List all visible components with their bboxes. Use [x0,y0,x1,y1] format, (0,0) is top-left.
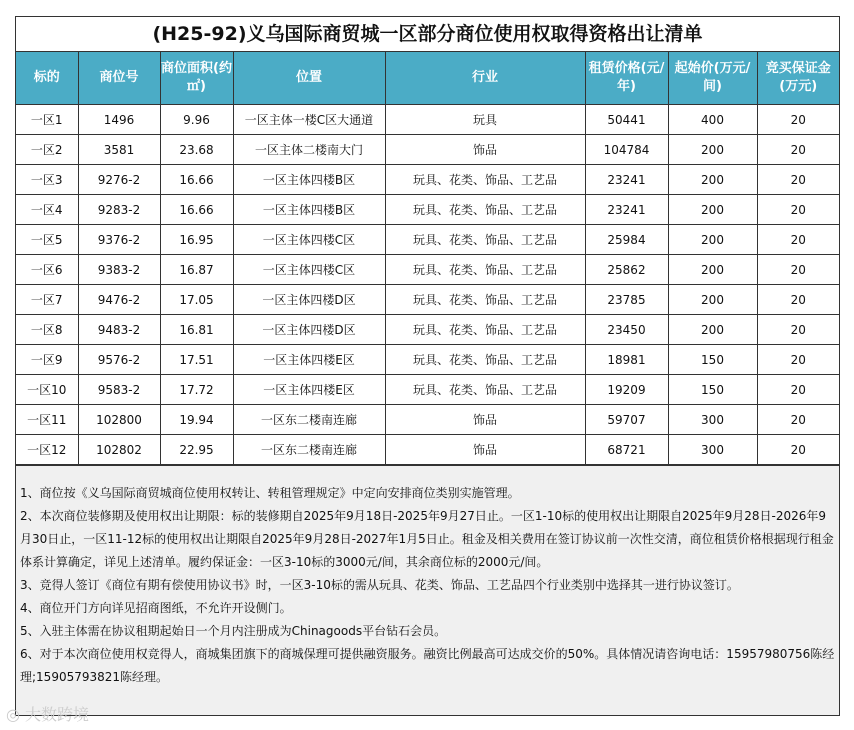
table-cell: 一区主体四楼E区 [233,345,385,375]
table-cell: 20 [757,375,839,405]
table-cell: 玩具、花类、饰品、工艺品 [385,315,585,345]
table-row [16,225,839,255]
table-cell: 23785 [585,285,668,315]
table-cell: 9476-2 [78,285,160,315]
table-cell: 200 [668,165,757,195]
table-cell: 23450 [585,315,668,345]
notes-section [16,465,839,715]
table-cell: 玩具、花类、饰品、工艺品 [385,345,585,375]
table-cell: 20 [757,435,839,465]
table-cell: 一区3 [16,165,78,195]
table-row [16,195,839,225]
table-cell: 9276-2 [78,165,160,195]
table-cell: 17.51 [160,345,233,375]
column-header: 位置 [233,52,385,105]
column-header: 起始价(万元/间) [668,52,757,105]
table-cell: 16.87 [160,255,233,285]
table-cell: 20 [757,315,839,345]
table-cell: 一区主体二楼南大门 [233,135,385,165]
column-header: 行业 [385,52,585,105]
table-cell: 200 [668,135,757,165]
note-item: 1、商位按《义乌国际商贸城商位使用权转让、转租管理规定》中定向安排商位类别实施管理。 [20,486,520,500]
table-cell: 一区7 [16,285,78,315]
table-cell: 19.94 [160,405,233,435]
table-row [16,315,839,345]
table-cell: 饰品 [385,405,585,435]
table-cell: 200 [668,225,757,255]
table-cell: 20 [757,135,839,165]
note-item: 3、竞得人签订《商位有期有偿使用协议书》时，一区3-10标的需从玩具、花类、饰品、工艺品四个行业类别中选择其一进行协议签订。 [20,578,739,592]
column-header: 商位号 [78,52,160,105]
table-cell: 59707 [585,405,668,435]
table-cell: 104784 [585,135,668,165]
table-cell: 25984 [585,225,668,255]
table-cell: 一区主体四楼C区 [233,255,385,285]
table-cell: 20 [757,195,839,225]
table-cell: 一区主体四楼D区 [233,285,385,315]
table-cell: 102802 [78,435,160,465]
table-cell: 一区9 [16,345,78,375]
table-cell: 一区主体四楼D区 [233,315,385,345]
table-cell: 9376-2 [78,225,160,255]
table-cell: 150 [668,375,757,405]
listing-table [16,52,839,465]
table-cell: 3581 [78,135,160,165]
note-item: 6、对于本次商位使用权竞得人，商城集团旗下的商城保理可提供融资服务。融资比例最高可达成交价的50%。具体情况请咨询电话：15957980756陈经理;15905793821陈经理。 [20,647,835,684]
table-cell: 9583-2 [78,375,160,405]
table-cell: 9383-2 [78,255,160,285]
table-cell: 18981 [585,345,668,375]
table-cell: 19209 [585,375,668,405]
table-cell: 玩具、花类、饰品、工艺品 [385,375,585,405]
table-row [16,435,839,465]
document-title: (H25-92)义乌国际商贸城一区部分商位使用权取得资格出让清单 [16,17,839,52]
table-cell: 玩具 [385,105,585,135]
column-header: 标的 [16,52,78,105]
table-cell: 22.95 [160,435,233,465]
table-cell: 一区1 [16,105,78,135]
table-cell: 9576-2 [78,345,160,375]
table-cell: 20 [757,225,839,255]
table-cell: 饰品 [385,435,585,465]
table-row [16,345,839,375]
table-cell: 1496 [78,105,160,135]
table-cell: 玩具、花类、饰品、工艺品 [385,255,585,285]
table-cell: 一区主体一楼C区大通道 [233,105,385,135]
table-cell: 23.68 [160,135,233,165]
table-cell: 23241 [585,165,668,195]
listing-document [15,16,840,716]
table-cell: 一区主体四楼B区 [233,165,385,195]
table-cell: 16.81 [160,315,233,345]
table-cell: 一区11 [16,405,78,435]
table-cell: 饰品 [385,135,585,165]
table-row [16,405,839,435]
table-cell: 16.95 [160,225,233,255]
note-item: 5、入驻主体需在协议租期起始日一个月内注册成为Chinagoods平台钻石会员。 [20,624,447,638]
table-cell: 400 [668,105,757,135]
table-cell: 17.05 [160,285,233,315]
table-cell: 17.72 [160,375,233,405]
table-cell: 一区5 [16,225,78,255]
table-cell: 一区东二楼南连廊 [233,435,385,465]
table-cell: 一区2 [16,135,78,165]
table-cell: 9483-2 [78,315,160,345]
table-cell: 一区10 [16,375,78,405]
table-row [16,105,839,135]
header-row [16,52,839,105]
table-cell: 200 [668,285,757,315]
column-header: 竞买保证金(万元) [757,52,839,105]
table-cell: 20 [757,285,839,315]
table-cell: 25862 [585,255,668,285]
table-cell: 300 [668,405,757,435]
table-cell: 20 [757,165,839,195]
table-cell: 16.66 [160,165,233,195]
table-cell: 150 [668,345,757,375]
note-item: 2、本次商位装修期及使用权出让期限：标的装修期自2025年9月18日-2025年9月27日止。一区1-10标的使用权出让期限自2025年9月28日-2026年9月30日止，一区11-12标的使用权出让期限自2025年9月28日-2027年1月5日止。租金及相关费用在签订协议前一次性交清，商位租赁价格根据现行租金体系计算确定，详见上述清单。履约保证金：一区3-10标的3000元/间，其余商位标的2000元/间。 [20,509,834,569]
table-cell: 20 [757,255,839,285]
table-cell: 102800 [78,405,160,435]
table-cell: 一区8 [16,315,78,345]
table-cell: 玩具、花类、饰品、工艺品 [385,225,585,255]
table-row [16,255,839,285]
table-cell: 一区4 [16,195,78,225]
table-cell: 一区东二楼南连廊 [233,405,385,435]
table-cell: 200 [668,195,757,225]
table-cell: 50441 [585,105,668,135]
table-cell: 16.66 [160,195,233,225]
table-cell: 一区主体四楼E区 [233,375,385,405]
watermark-logo: ◎ 大数跨境 [6,705,90,724]
table-cell: 68721 [585,435,668,465]
table-cell: 9283-2 [78,195,160,225]
table-row [16,165,839,195]
table-cell: 一区主体四楼C区 [233,225,385,255]
column-header: 租赁价格(元/年) [585,52,668,105]
table-cell: 20 [757,105,839,135]
table-cell: 一区12 [16,435,78,465]
table-cell: 玩具、花类、饰品、工艺品 [385,285,585,315]
table-cell: 300 [668,435,757,465]
table-cell: 一区6 [16,255,78,285]
table-cell: 20 [757,405,839,435]
table-row [16,285,839,315]
table-cell: 200 [668,315,757,345]
table-cell: 200 [668,255,757,285]
table-cell: 23241 [585,195,668,225]
note-item: 4、商位开门方向详见招商图纸，不允许开设侧门。 [20,601,292,615]
table-cell: 玩具、花类、饰品、工艺品 [385,195,585,225]
table-cell: 玩具、花类、饰品、工艺品 [385,165,585,195]
table-row [16,375,839,405]
table-row [16,135,839,165]
column-header: 商位面积(约㎡) [160,52,233,105]
table-cell: 9.96 [160,105,233,135]
table-cell: 20 [757,345,839,375]
table-cell: 一区主体四楼B区 [233,195,385,225]
